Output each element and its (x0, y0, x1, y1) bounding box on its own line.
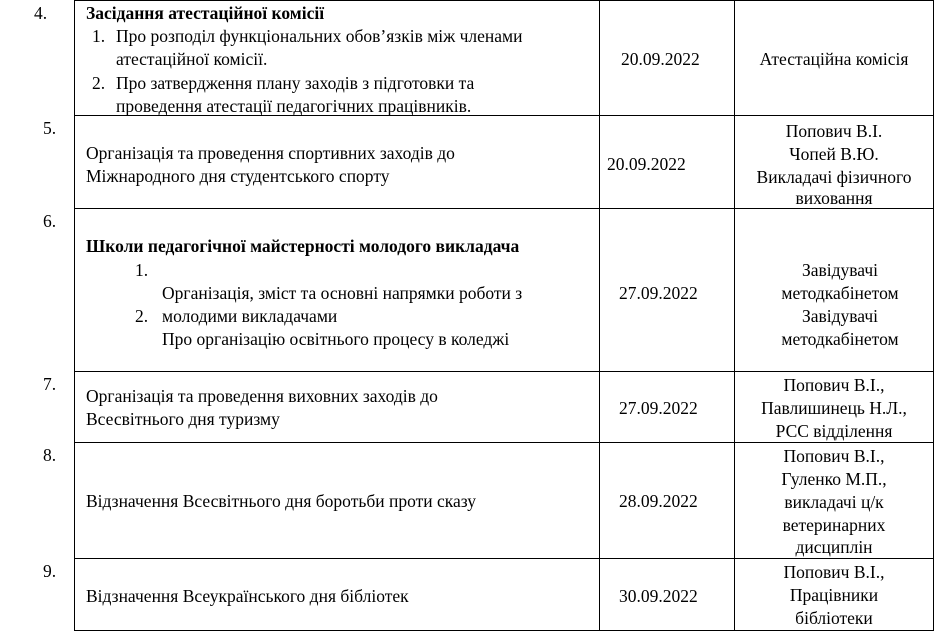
list-item-number: 2. (135, 306, 149, 326)
list-item-text: Про розподіл функціональних обов’язків між членами (116, 26, 523, 46)
event-text: Організація та проведення виховних заходів до (86, 386, 438, 406)
event-date: 20.09.2022 (607, 154, 686, 174)
responsible: Викладачі фізичного (756, 167, 912, 187)
row-number: 4. (34, 3, 48, 23)
row-number: 8. (43, 445, 57, 465)
event-title: Засідання атестаційної комісії (86, 3, 325, 23)
event-date: 30.09.2022 (619, 586, 698, 606)
responsible: Попович В.І. (785, 121, 883, 141)
column-border (599, 0, 600, 631)
responsible: бібліотеки (795, 608, 873, 628)
list-item-text: молодими викладачами (162, 306, 338, 326)
list-item-text: Організація, зміст та основні напрямки роботи з (162, 283, 523, 303)
row-number: 5. (43, 118, 57, 138)
list-item-number: 1. (135, 260, 149, 280)
responsible: дисциплін (795, 537, 873, 557)
event-text: Організація та проведення спортивних заходів до (86, 143, 455, 163)
responsible: Попович В.І., (783, 375, 885, 395)
row-number: 7. (43, 374, 57, 394)
responsible: ветеринарних (782, 515, 886, 535)
list-item-text: проведення атестації педагогічних працівників. (116, 96, 472, 116)
row-number: 6. (43, 211, 57, 231)
list-item-text: Про організацію освітнього процесу в коледжі (162, 329, 510, 349)
row-number: 9. (43, 561, 57, 581)
responsible: Попович В.І., (783, 446, 885, 466)
event-text: Відзначення Всесвітнього дня боротьби проти сказу (86, 491, 477, 511)
list-item-text: атестаційної комісії. (116, 49, 268, 69)
responsible: Попович В.І., (783, 562, 885, 582)
list-item-number: 2. (92, 73, 106, 93)
event-text: Відзначення Всеукраїнського дня бібліотек (86, 586, 409, 606)
event-title: Школи педагогічної майстерності молодого викладача (86, 236, 520, 256)
row-border (74, 371, 934, 372)
responsible: РСС відділення (775, 421, 893, 441)
event-date: 20.09.2022 (621, 49, 700, 69)
responsible: Атестаційна комісія (759, 49, 909, 69)
list-item-text: Про затвердження плану заходів з підготовки та (116, 73, 475, 93)
list-item-number: 1. (92, 26, 106, 46)
responsible: виховання (795, 188, 873, 208)
event-date: 27.09.2022 (619, 398, 698, 418)
responsible: методкабінетом (781, 283, 899, 303)
event-text: Міжнародного дня студентського спорту (86, 166, 390, 186)
responsible: Завідувачі (801, 260, 879, 280)
event-date: 27.09.2022 (619, 283, 698, 303)
event-date: 28.09.2022 (619, 491, 698, 511)
responsible: Завідувачі (801, 306, 879, 326)
row-border (74, 630, 934, 631)
responsible: методкабінетом (781, 329, 899, 349)
responsible: Працівники (789, 585, 879, 605)
responsible: Чопей В.Ю. (789, 144, 879, 164)
column-border (74, 0, 75, 631)
responsible: викладачі ц/к (784, 492, 884, 512)
event-text: Всесвітнього дня туризму (86, 409, 280, 429)
responsible: Павлишинець Н.Л., (761, 398, 907, 418)
responsible: Гуленко М.П., (781, 469, 887, 489)
